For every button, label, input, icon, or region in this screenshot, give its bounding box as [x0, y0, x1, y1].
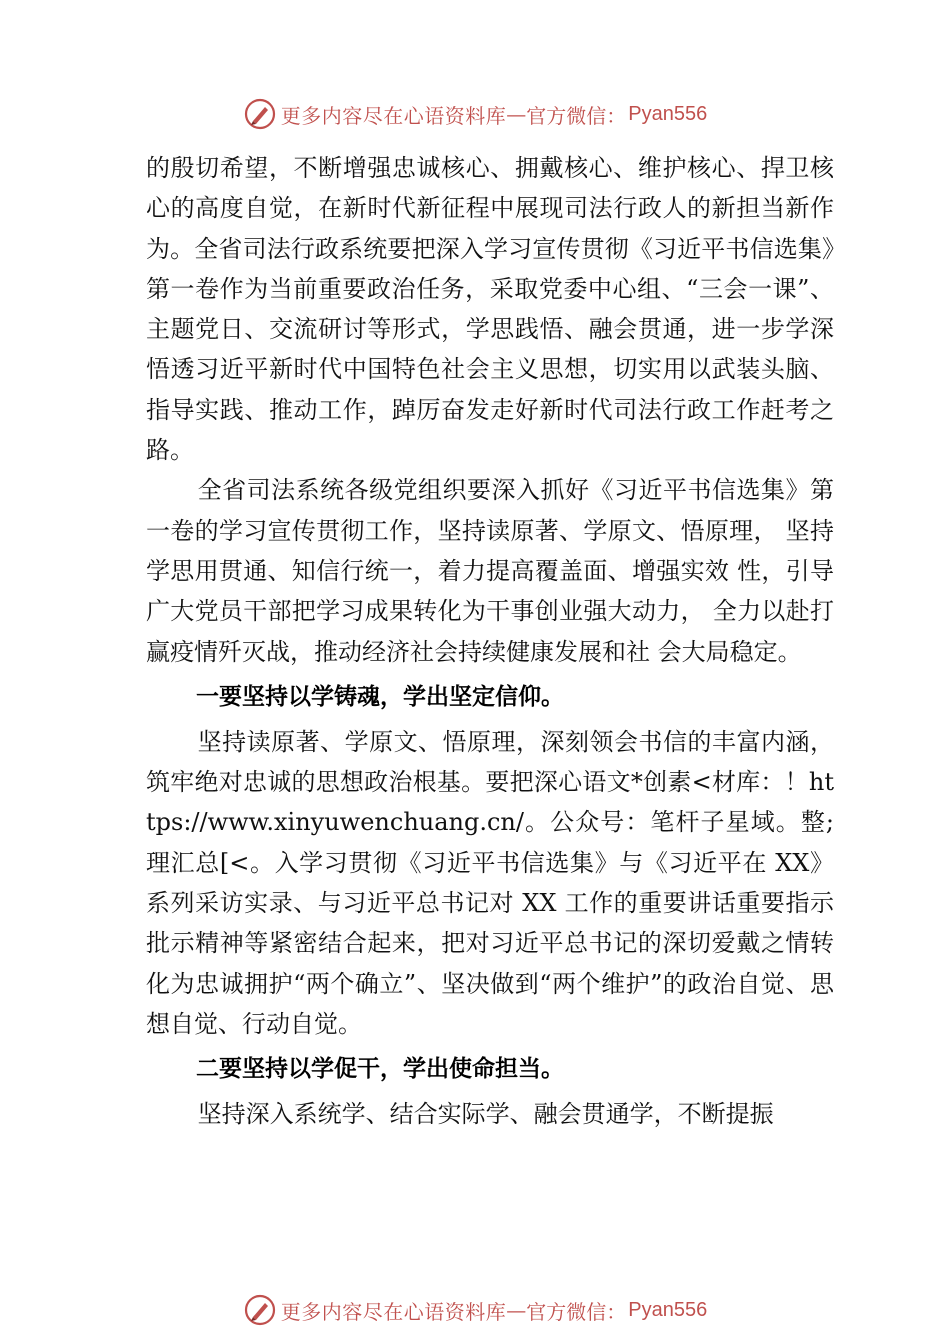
banner-colon: ：: [606, 103, 627, 128]
paragraph-3: 坚持读原著、学原文、悟原理，深刻领会书信的丰富内涵，筑牢绝对忠诚的思想政治根基。要把深心语文*创素<材库：！https://www.xinyuwenchuang.cn/。公众号：笔杆子星域。整;理汇总[<。入学习贯彻《习近平书信选集》与《习近平在 XX》系列采访实录、与习近平总书记对 XX 工作的重要讲话重要指示批示精神等紧密结合起来，把对习近平总书记的深切爱戴之情转化为忠诚拥护“两个确立”、坚决做到“两个维护”的政治自觉、思想自觉、行动自觉。: [146, 727, 834, 1038]
banner-separator: —: [506, 102, 527, 126]
paragraph-1: 的殷切希望，不断增强忠诚核心、拥戴核心、维护核心、捍卫核心的高度自觉，在新时代新征程中展现司法行政人的新担当新作为。全省司法行政系统要把深入学习宣传贯彻《习近平书信选集》第一卷作为当前重要政治任务，采取党委中心组、“三会一课”、主题党日、交流研讨等形式，学思践悟、融会贯通，进一步学深悟透习近平新时代中国特色社会主义思想，切实用以武装头脑、指导实践、推动工作，踔厉奋发走好新时代司法行政工作赶考之路。: [146, 154, 834, 465]
section-heading-1: 一要坚持以学铸魂，学出坚定信仰。: [196, 683, 564, 710]
banner-wechat-id: Pyan556: [628, 102, 708, 125]
paragraph-4: 坚持深入系统学、结合实际学、融会贯通学，不断提振: [197, 1100, 774, 1129]
paragraph-2: 全省司法系统各级党组织要深入抓好《习近平书信选集》第一卷的学习宣传贯彻工作，坚持读原著、学原文、悟原理， 坚持学思用贯通、知信行统一，着力提高覆盖面、增强实效 性，引导广大党员干部把学习成果转化为干事创业强大动力， 全力以赴打赢疫情歼灭战，推动经济社会持续健康发展和社 会大局稳定。: [146, 476, 834, 666]
pen-logo-icon: [243, 1293, 277, 1327]
banner-wechat-id: Pyan556: [628, 1298, 708, 1321]
header-watermark-banner: [0, 94, 950, 134]
banner-separator: —: [506, 1298, 527, 1322]
section-heading-2: 二要坚持以学促干，学出使命担当。: [196, 1056, 564, 1083]
banner-colon: ：: [606, 1299, 627, 1324]
banner-wechat-label: 官方微信: [526, 103, 607, 128]
banner-wechat-label: 官方微信: [526, 1299, 607, 1324]
banner-text: 更多内容尽在心语资料库: [280, 103, 507, 128]
banner-text: 更多内容尽在心语资料库: [280, 1299, 507, 1324]
document-body: [146, 148, 834, 1135]
footer-watermark-banner: [0, 1290, 950, 1330]
pen-logo-icon: [243, 97, 277, 131]
